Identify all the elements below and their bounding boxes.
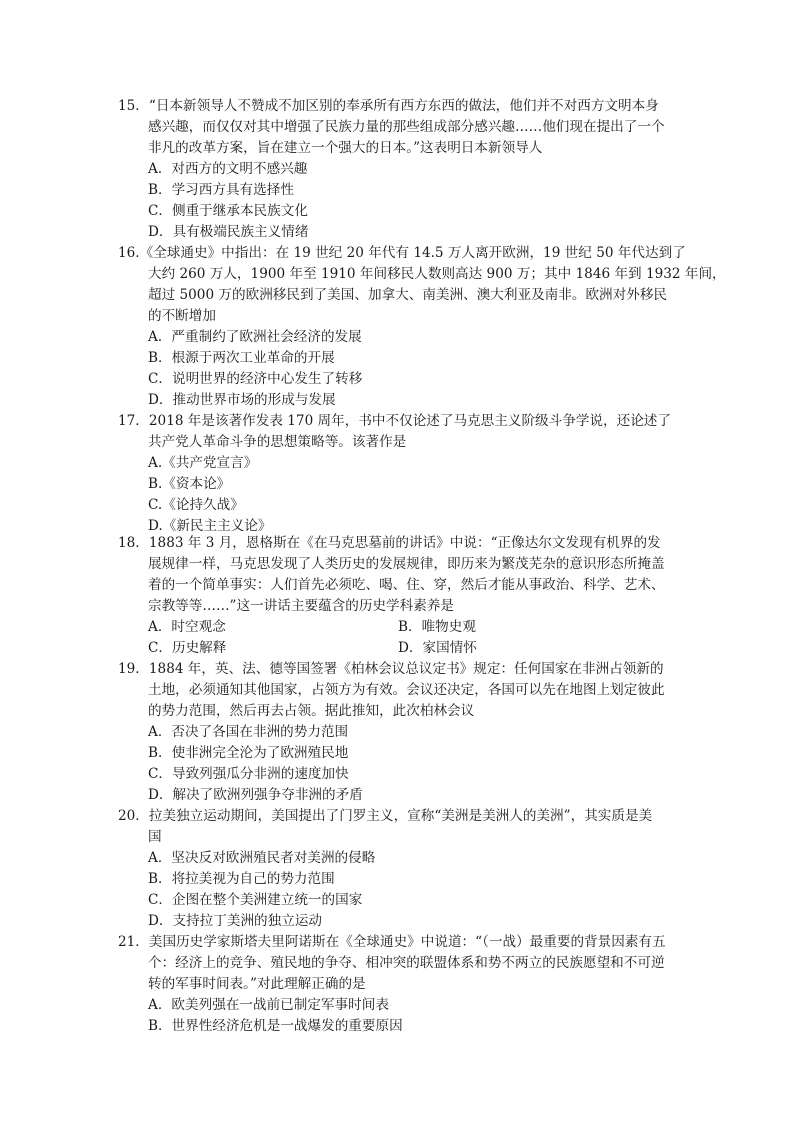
question-stem-line: 的势力范围，然后再去占领。据此推知，此次柏林会议	[148, 703, 475, 719]
question-17	[118, 411, 678, 537]
option-c: C．侧重于继承本民族文化	[148, 203, 308, 219]
option-b: B．将拉美视为自己的势力范围	[148, 871, 335, 887]
option-b: B．学习西方具有选择性	[148, 182, 294, 198]
option-b: B．唯物史观	[398, 619, 476, 635]
question-stem-line: 着的一个简单事实：人们首先必须吃、喝、住、穿，然后才能从事政治、科学、艺术、	[148, 577, 665, 593]
option-a: A.《共产党宣言》	[148, 455, 258, 471]
option-d: D.《新民主主义论》	[148, 518, 272, 534]
option-c: C．历史解释	[148, 640, 227, 656]
question-stem-line: 15．“日本新领导人不赞成不加区别的奉承所有西方东西的做法，他们并不对西方文明本身	[118, 98, 659, 114]
question-18	[118, 533, 678, 659]
question-stem-line: 感兴趣，而仅仅对其中增强了民族力量的那些组成部分感兴趣……他们现在提出了一个	[148, 119, 665, 135]
question-19	[118, 659, 678, 806]
option-c: C．企图在整个美洲建立统一的国家	[148, 892, 363, 908]
question-stem-line: 20．拉美独立运动期间，美国提出了门罗主义，宣称“美洲是美洲人的美洲”，其实质是美	[118, 808, 653, 824]
question-stem-line: 转的军事时间表。”对此理解正确的是	[148, 976, 366, 992]
question-stem-line: 16.《全球通史》中指出：在 19 世纪 20 年代有 14.5 万人离开欧洲，19 世纪 50 年代达到了	[118, 245, 686, 261]
option-a: A．欧美列强在一战前已制定军事时间表	[148, 997, 389, 1013]
question-15	[118, 96, 678, 243]
option-a: A．严重制约了欧洲社会经济的发展	[148, 329, 362, 345]
question-20	[118, 806, 678, 932]
question-stem-line: 土地，必须通知其他国家，占领方为有效。会议还决定，各国可以先在地图上划定彼此	[148, 682, 665, 698]
option-a: A．时空观念	[148, 619, 226, 635]
question-21	[118, 932, 678, 1037]
option-b: B．使非洲完全沦为了欧洲殖民地	[148, 745, 349, 761]
option-d: D．家国情怀	[398, 640, 477, 656]
option-row	[118, 617, 678, 638]
question-stem-line: 共产党人革命斗争的思想策略等。该著作是	[148, 434, 407, 450]
option-d: D．支持拉丁美洲的独立运动	[148, 913, 323, 929]
option-a: A．否决了各国在非洲的势力范围	[148, 724, 349, 740]
option-a: A．坚决反对欧洲殖民者对美洲的侵略	[148, 850, 376, 866]
question-stem-line: 宗教等等……”这一讲话主要蕴含的历史学科素养是	[148, 598, 455, 614]
question-stem-line: 大约 260 万人，1900 年至 1910 年间移民人数则高达 900 万；其中 1846 年到 1932 年间，	[148, 266, 726, 282]
option-a: A．对西方的文明不感兴趣	[148, 161, 308, 177]
option-d: D．解决了欧洲列强争夺非洲的矛盾	[148, 787, 363, 803]
question-stem-line: 非凡的改革方案，旨在建立一个强大的日本。”这表明日本新领导人	[148, 140, 543, 156]
question-stem-line: 的不断增加	[148, 308, 216, 324]
question-16	[118, 243, 726, 411]
question-stem-line: 超过 5000 万的欧洲移民到了美国、加拿大、南美洲、澳大利亚及南非。欧洲对外移民	[148, 287, 668, 303]
option-c: C.《论持久战》	[148, 497, 244, 513]
option-c: C．导致列强瓜分非洲的速度加快	[148, 766, 349, 782]
option-b: B．根源于两次工业革命的开展	[148, 350, 335, 366]
option-b: B.《资本论》	[148, 476, 231, 492]
question-stem-line: 21．美国历史学家斯塔夫里阿诺斯在《全球通史》中说道：“（一战）最重要的背景因素有五	[118, 934, 666, 950]
option-b: B．世界性经济危机是一战爆发的重要原因	[148, 1018, 403, 1034]
option-d: D．推动世界市场的形成与发展	[148, 392, 336, 408]
question-stem-line: 国	[148, 829, 162, 845]
question-stem-line: 18．1883 年 3 月，恩格斯在《在马克思墓前的讲话》中说：“正像达尔文发现有机界的发	[118, 535, 661, 551]
option-d: D．具有极端民族主义情绪	[148, 224, 309, 240]
question-stem-line: 展规律一样，马克思发现了人类历史的发展规律，即历来为繁茂芜杂的意识形态所掩盖	[148, 556, 665, 572]
question-stem-line: 个：经济上的竞争、殖民地的争夺、相冲突的联盟体系和势不两立的民族愿望和不可逆	[148, 955, 665, 971]
option-c: C．说明世界的经济中心发生了转移	[148, 371, 363, 387]
option-row	[118, 638, 678, 659]
question-stem-line: 17．2018 年是该著作发表 170 周年，书中不仅论述了马克思主义阶级斗争学说，还论述了	[118, 413, 671, 429]
question-stem-line: 19．1884 年，英、法、德等国签署《柏林会议总议定书》规定：任何国家在非洲占领新的	[118, 661, 664, 677]
